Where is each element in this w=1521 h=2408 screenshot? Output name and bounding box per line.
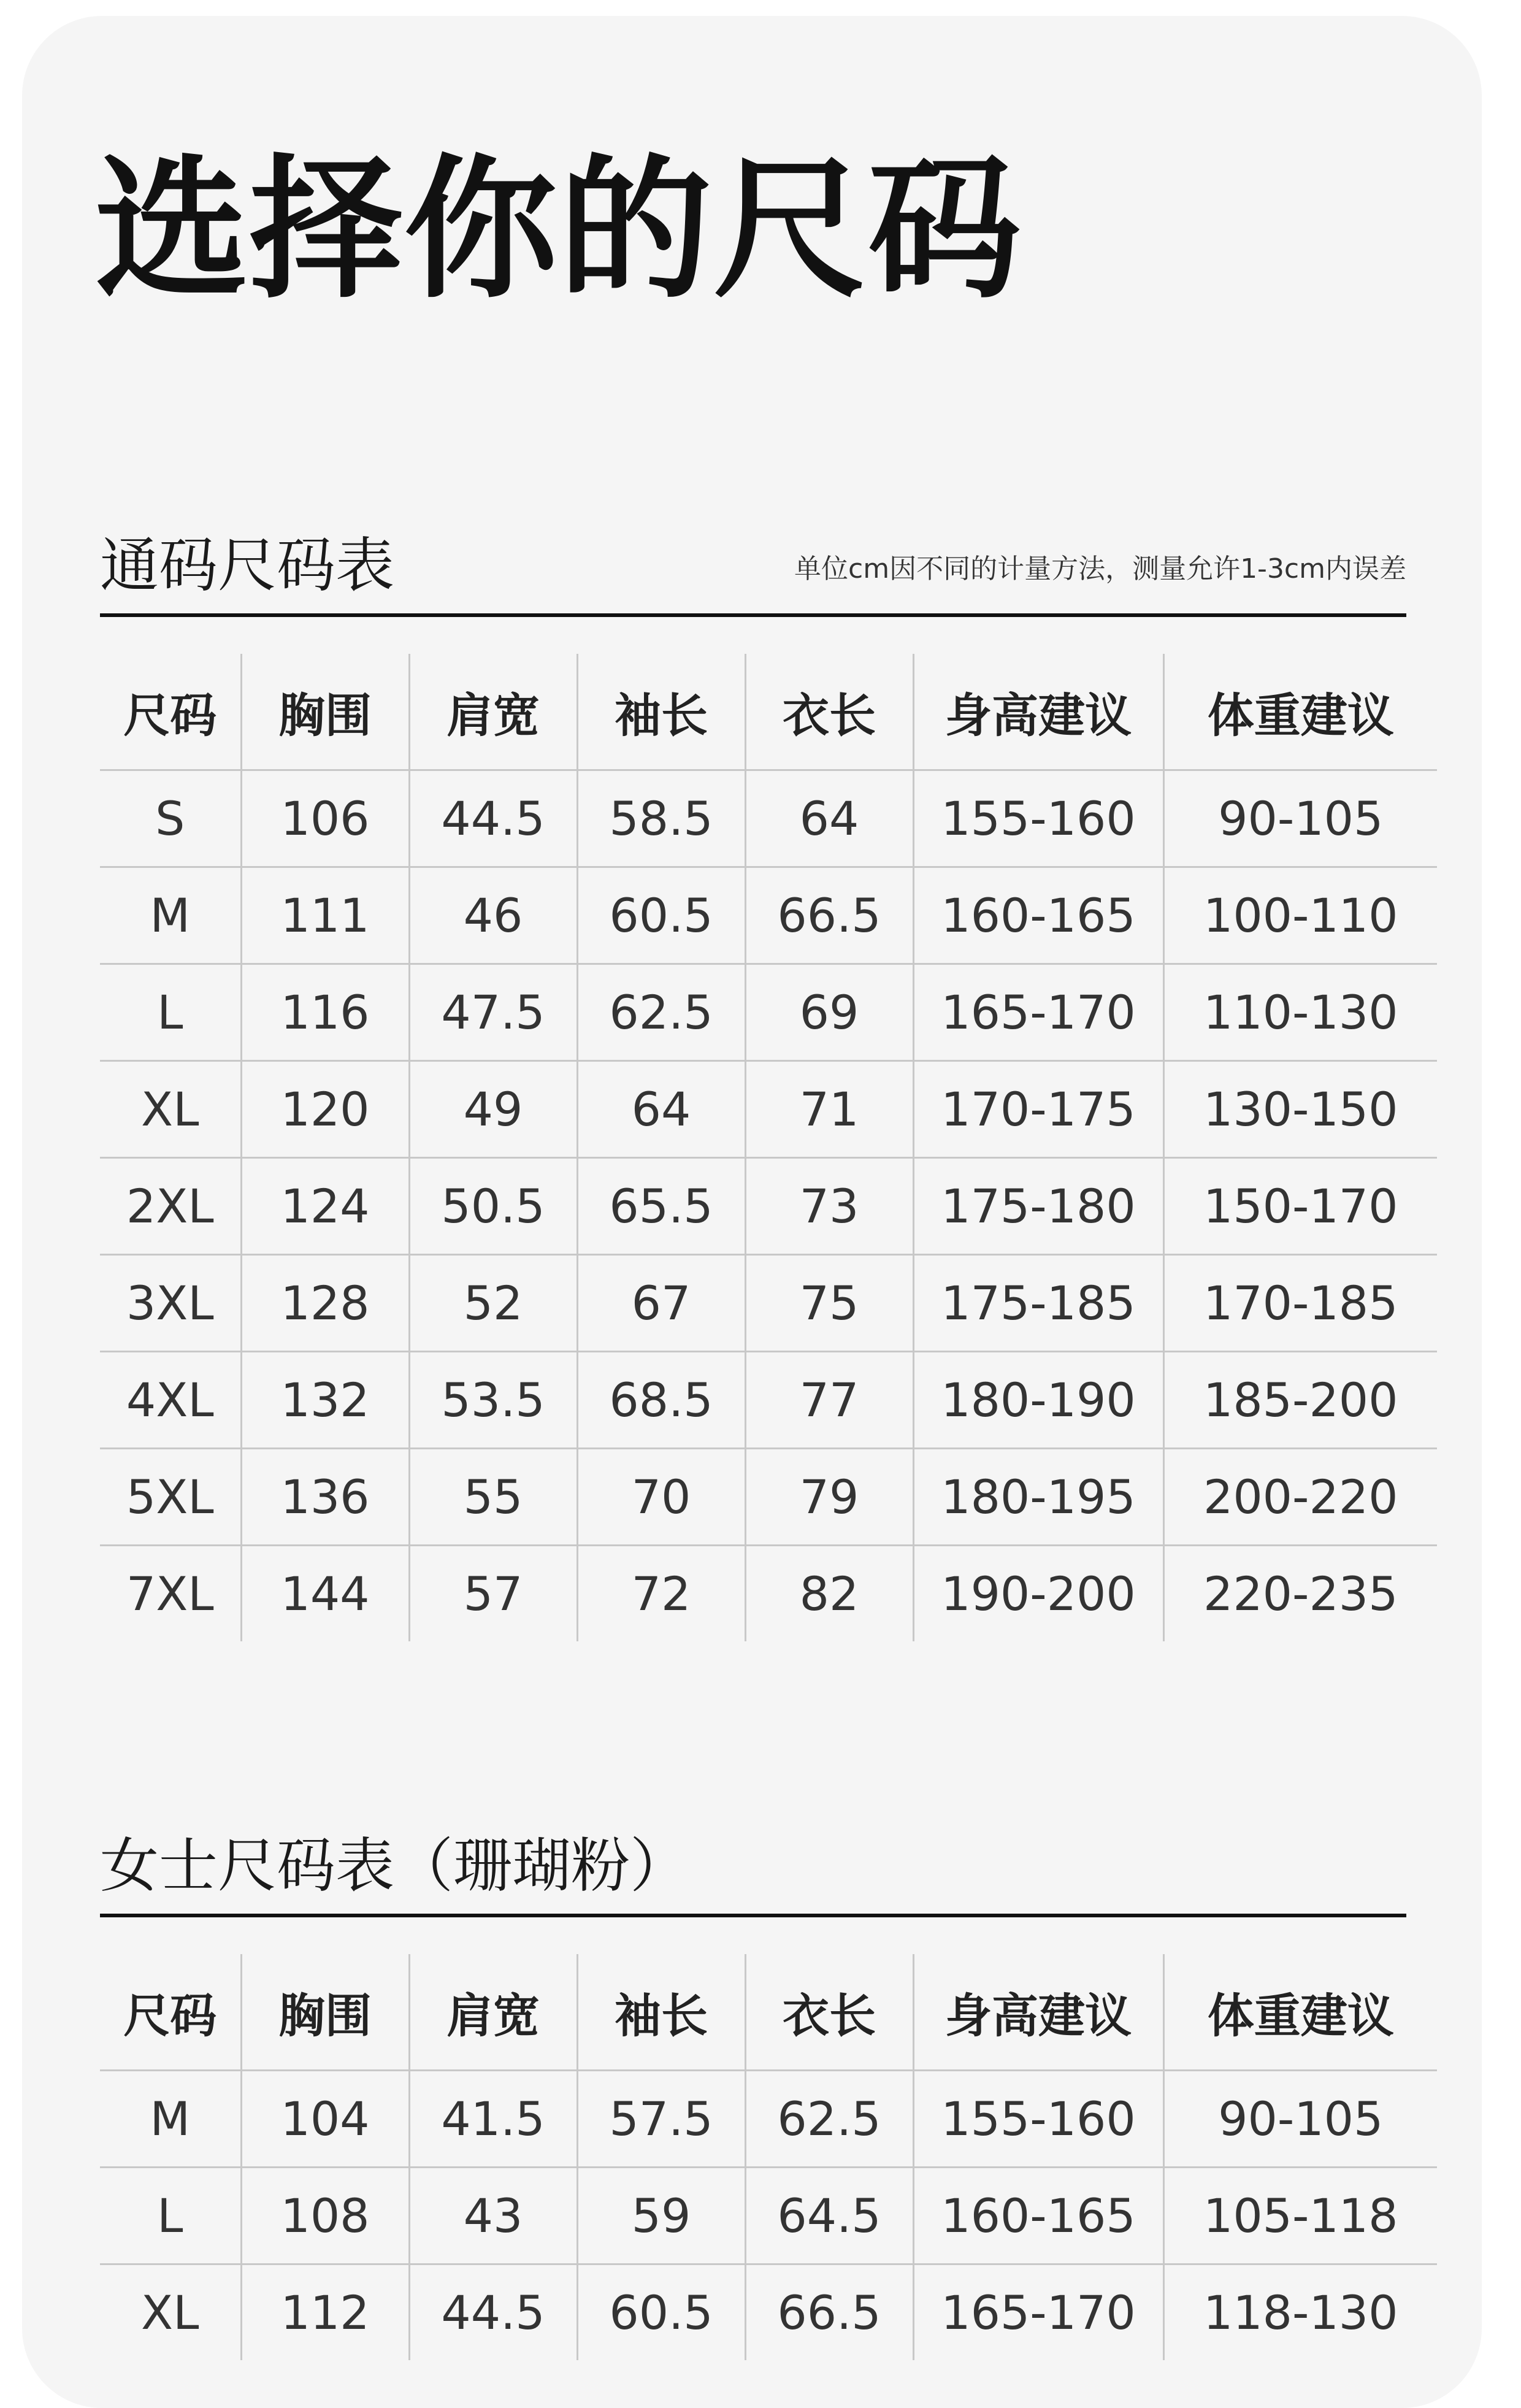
measurement-cell: 70 — [577, 1449, 745, 1546]
measurement-cell: 111 — [241, 867, 409, 964]
measurement-cell: 75 — [745, 1255, 913, 1352]
women-section-header — [100, 1822, 1406, 1917]
measurement-cell: 100-110 — [1163, 867, 1437, 964]
measurement-cell: 175-180 — [913, 1158, 1163, 1255]
measurement-cell: 73 — [745, 1158, 913, 1255]
measurement-cell: 44.5 — [409, 2264, 577, 2361]
measurement-cell: 52 — [409, 1255, 577, 1352]
table-row — [100, 1158, 1437, 1255]
measurement-cell: 190-200 — [913, 1546, 1163, 1642]
measurement-cell: 110-130 — [1163, 964, 1437, 1061]
measurement-cell: 150-170 — [1163, 1158, 1437, 1255]
column-header: 胸围 — [241, 654, 409, 770]
size-label-cell: L — [100, 2168, 241, 2264]
measurement-cell: 44.5 — [409, 770, 577, 867]
measurement-cell: 66.5 — [745, 867, 913, 964]
table-header-row — [100, 654, 1437, 770]
measurement-cell: 175-185 — [913, 1255, 1163, 1352]
table-row — [100, 2071, 1437, 2168]
measurement-cell: 132 — [241, 1352, 409, 1449]
measurement-cell: 49 — [409, 1061, 577, 1158]
measurement-cell: 57 — [409, 1546, 577, 1642]
unisex-size-table — [100, 654, 1437, 1641]
table-row — [100, 867, 1437, 964]
measurement-cell: 58.5 — [577, 770, 745, 867]
measurement-cell: 200-220 — [1163, 1449, 1437, 1546]
measurement-cell: 60.5 — [577, 867, 745, 964]
measurement-cell: 155-160 — [913, 770, 1163, 867]
table-row — [100, 1352, 1437, 1449]
measurement-cell: 59 — [577, 2168, 745, 2264]
measurement-cell: 64 — [577, 1061, 745, 1158]
column-header: 体重建议 — [1163, 654, 1437, 770]
column-header: 袖长 — [577, 654, 745, 770]
measurement-cell: 112 — [241, 2264, 409, 2361]
size-label-cell: L — [100, 964, 241, 1061]
size-label-cell: 7XL — [100, 1546, 241, 1642]
column-header: 衣长 — [745, 654, 913, 770]
measurement-cell: 108 — [241, 2168, 409, 2264]
table-row — [100, 770, 1437, 867]
measurement-cell: 165-170 — [913, 2264, 1163, 2361]
size-label-cell: M — [100, 867, 241, 964]
measurement-cell: 155-160 — [913, 2071, 1163, 2168]
measurement-cell: 77 — [745, 1352, 913, 1449]
size-label-cell: M — [100, 2071, 241, 2168]
women-size-section — [100, 1822, 1406, 2360]
women-size-table — [100, 1954, 1437, 2360]
measurement-cell: 57.5 — [577, 2071, 745, 2168]
measurement-cell: 82 — [745, 1546, 913, 1642]
size-label-cell: XL — [100, 2264, 241, 2361]
column-header: 袖长 — [577, 1954, 745, 2071]
column-header: 胸围 — [241, 1954, 409, 2071]
column-header: 尺码 — [123, 688, 217, 743]
table-row — [100, 1061, 1437, 1158]
measurement-cell: 160-165 — [913, 2168, 1163, 2264]
measurement-cell: 124 — [241, 1158, 409, 1255]
size-label-cell: 4XL — [100, 1352, 241, 1449]
measurement-cell: 65.5 — [577, 1158, 745, 1255]
measurement-cell: 185-200 — [1163, 1352, 1437, 1449]
measurement-cell: 71 — [745, 1061, 913, 1158]
measurement-cell: 43 — [409, 2168, 577, 2264]
measurement-cell: 170-185 — [1163, 1255, 1437, 1352]
measurement-cell: 90-105 — [1163, 2071, 1437, 2168]
measurement-cell: 144 — [241, 1546, 409, 1642]
measurement-cell: 72 — [577, 1546, 745, 1642]
page-title: 选择你的尺码 — [95, 140, 1022, 319]
measurement-cell: 62.5 — [745, 2071, 913, 2168]
measurement-cell: 105-118 — [1163, 2168, 1437, 2264]
table-row — [100, 1449, 1437, 1546]
size-label-cell: 3XL — [100, 1255, 241, 1352]
measurement-cell: 165-170 — [913, 964, 1163, 1061]
unisex-section-title: 通码尺码表 — [100, 531, 394, 600]
measurement-cell: 136 — [241, 1449, 409, 1546]
measurement-cell: 67 — [577, 1255, 745, 1352]
measurement-cell: 62.5 — [577, 964, 745, 1061]
measurement-cell: 116 — [241, 964, 409, 1061]
table-row — [100, 1546, 1437, 1642]
measurement-cell: 118-130 — [1163, 2264, 1437, 2361]
column-header: 体重建议 — [1163, 1954, 1437, 2071]
table-row — [100, 964, 1437, 1061]
measurement-cell: 64 — [745, 770, 913, 867]
table-row — [100, 2168, 1437, 2264]
women-section-title: 女士尺码表（珊瑚粉） — [100, 1831, 689, 1900]
measurement-cell: 170-175 — [913, 1061, 1163, 1158]
measurement-cell: 90-105 — [1163, 770, 1437, 867]
column-header: 肩宽 — [409, 654, 577, 770]
measurement-cell: 68.5 — [577, 1352, 745, 1449]
measurement-cell: 180-190 — [913, 1352, 1163, 1449]
measurement-cell: 104 — [241, 2071, 409, 2168]
column-header: 尺码 — [123, 1988, 217, 2043]
measurement-cell: 55 — [409, 1449, 577, 1546]
measurement-note: 单位cm因不同的计量方法，测量允许1-3cm内误差 — [794, 553, 1406, 585]
unisex-section-header — [100, 521, 1406, 617]
column-header: 肩宽 — [409, 1954, 577, 2071]
unisex-size-section — [100, 521, 1406, 1641]
column-header: 身高建议 — [913, 654, 1163, 770]
measurement-cell: 79 — [745, 1449, 913, 1546]
size-label-cell: 2XL — [100, 1158, 241, 1255]
measurement-cell: 220-235 — [1163, 1546, 1437, 1642]
size-label-cell: XL — [100, 1061, 241, 1158]
table-row — [100, 2264, 1437, 2361]
measurement-cell: 160-165 — [913, 867, 1163, 964]
measurement-cell: 69 — [745, 964, 913, 1061]
column-header: 身高建议 — [913, 1954, 1163, 2071]
measurement-cell: 106 — [241, 770, 409, 867]
measurement-cell: 41.5 — [409, 2071, 577, 2168]
measurement-cell: 47.5 — [409, 964, 577, 1061]
measurement-cell: 180-195 — [913, 1449, 1163, 1546]
measurement-cell: 130-150 — [1163, 1061, 1437, 1158]
measurement-cell: 128 — [241, 1255, 409, 1352]
measurement-cell: 50.5 — [409, 1158, 577, 1255]
size-label-cell: 5XL — [100, 1449, 241, 1546]
measurement-cell: 66.5 — [745, 2264, 913, 2361]
measurement-cell: 53.5 — [409, 1352, 577, 1449]
measurement-cell: 64.5 — [745, 2168, 913, 2264]
size-label-cell: S — [100, 770, 241, 867]
table-row — [100, 1255, 1437, 1352]
measurement-cell: 60.5 — [577, 2264, 745, 2361]
table-header-row — [100, 1954, 1437, 2071]
column-header: 衣长 — [745, 1954, 913, 2071]
measurement-cell: 120 — [241, 1061, 409, 1158]
measurement-cell: 46 — [409, 867, 577, 964]
